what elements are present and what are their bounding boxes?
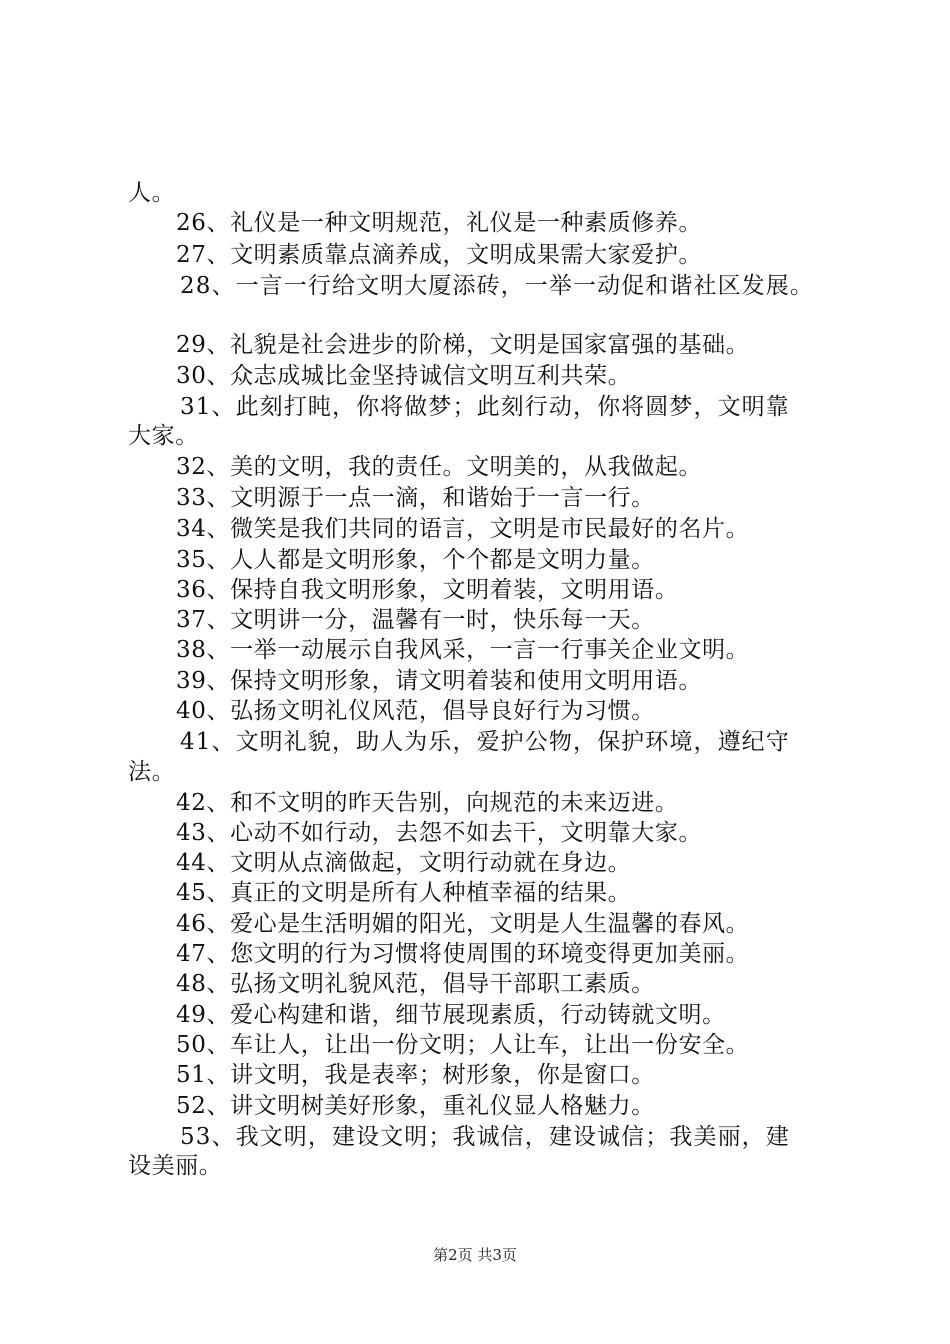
text-line: 47、您文明的行为习惯将使周围的环境变得更加美丽。 (176, 941, 750, 967)
text-line: 30、众志成城比金坚持诚信文明互利共荣。 (176, 363, 632, 389)
text-line: 51、讲文明，我是表率；树形象，你是窗口。 (176, 1062, 655, 1088)
text-line: 44、文明从点滴做起，文明行动就在身边。 (176, 850, 632, 876)
text-line: 大家。 (128, 423, 199, 449)
text-line: 45、真正的文明是所有人种植幸福的结果。 (176, 880, 632, 906)
text-line: 28、一言一行给文明大厦添砖，一举一动促和谐社区发展。 (180, 273, 814, 299)
text-line: 52、讲文明树美好形象，重礼仪显人格魅力。 (176, 1093, 655, 1119)
text-line: 29、礼貌是社会进步的阶梯，文明是国家富强的基础。 (176, 332, 750, 358)
text-line: 37、文明讲一分，温馨有一时，快乐每一天。 (176, 607, 655, 633)
page-footer: 第2页 共3页 (433, 1246, 517, 1264)
text-line: 法。 (128, 759, 176, 785)
text-line: 36、保持自我文明形象，文明着装，文明用语。 (176, 577, 679, 603)
text-line: 设美丽。 (128, 1153, 223, 1179)
text-line: 35、人人都是文明形象，个个都是文明力量。 (176, 547, 655, 573)
text-line: 34、微笑是我们共同的语言，文明是市民最好的名片。 (176, 516, 750, 542)
text-line: 32、美的文明，我的责任。文明美的，从我做起。 (176, 454, 703, 480)
text-line: 40、弘扬文明礼仪风范，倡导良好行为习惯。 (176, 698, 655, 724)
text-line: 26、礼仪是一种文明规范，礼仪是一种素质修养。 (176, 210, 703, 236)
text-line: 39、保持文明形象，请文明着装和使用文明用语。 (176, 668, 703, 694)
text-line: 33、文明源于一点一滴，和谐始于一言一行。 (176, 485, 655, 511)
text-line: 49、爱心构建和谐，细节展现素质，行动铸就文明。 (176, 1002, 726, 1028)
text-line: 50、车让人，让出一份文明；人让车，让出一份安全。 (176, 1032, 750, 1058)
text-line: 31、此刻打盹，你将做梦；此刻行动，你将圆梦，文明靠 (180, 394, 790, 420)
text-line: 38、一举一动展示自我风采，一言一行事关企业文明。 (176, 637, 750, 663)
text-line: 43、心动不如行动，去怨不如去干，文明靠大家。 (176, 820, 703, 846)
text-line: 人。 (128, 180, 176, 206)
text-line: 27、文明素质靠点滴养成，文明成果需大家爱护。 (176, 242, 703, 268)
text-line: 48、弘扬文明礼貌风范，倡导干部职工素质。 (176, 971, 655, 997)
text-line: 53、我文明，建设文明；我诚信，建设诚信；我美丽，建 (180, 1124, 790, 1150)
text-line: 46、爱心是生活明媚的阳光，文明是人生温馨的春风。 (176, 911, 750, 937)
text-line: 41、文明礼貌，助人为乐，爱护公物，保护环境，遵纪守 (180, 729, 790, 755)
text-line: 42、和不文明的昨天告别，向规范的未来迈进。 (176, 790, 679, 816)
